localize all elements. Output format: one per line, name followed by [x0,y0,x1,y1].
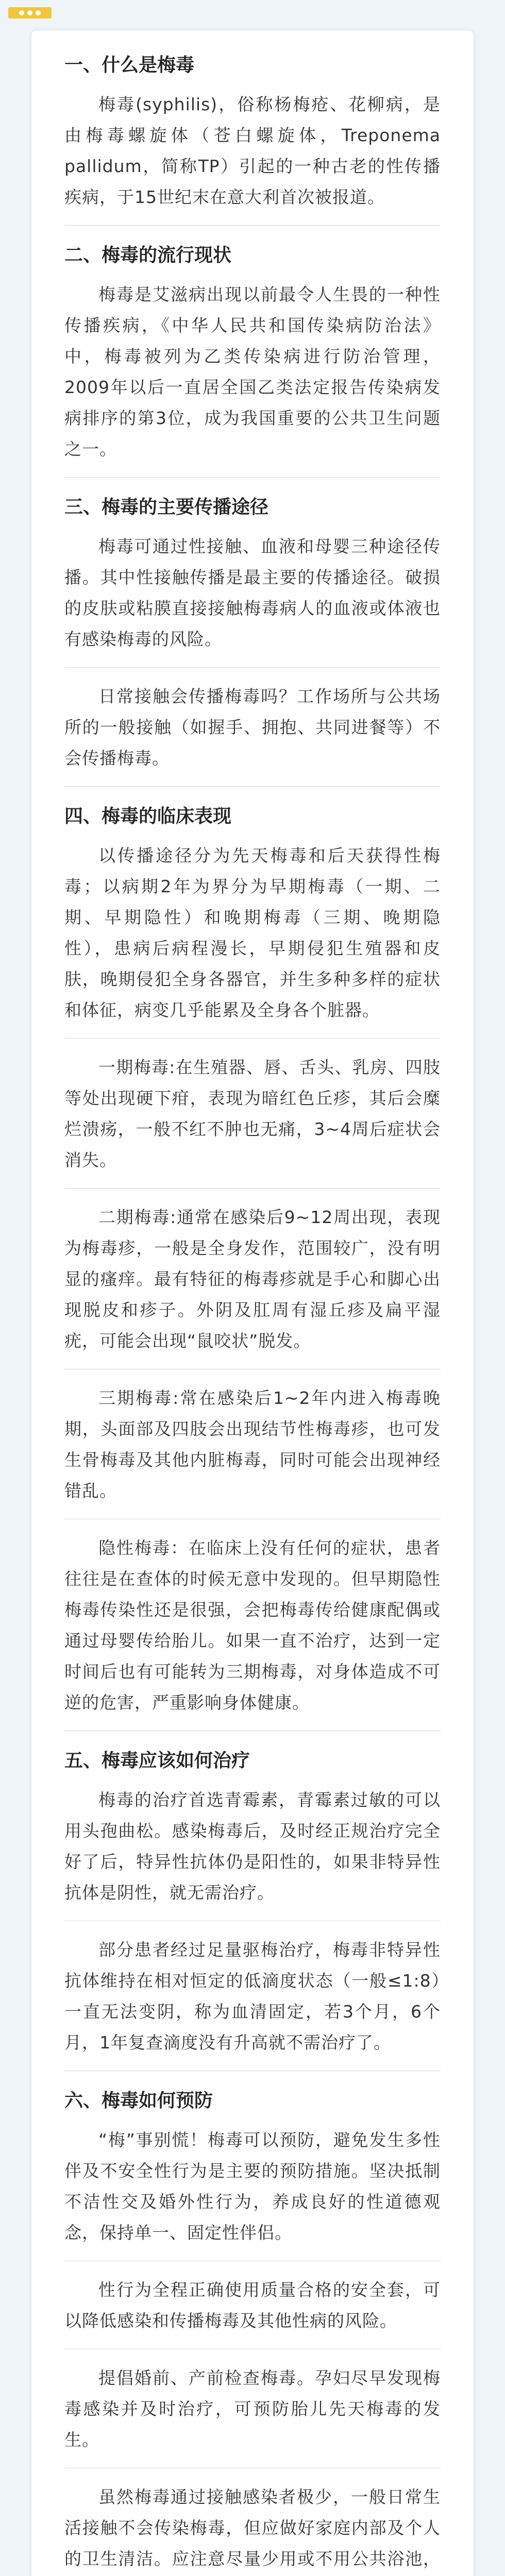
section-transmission [64,493,441,787]
section-heading: 五、梅毒应该如何治疗 [64,1750,250,1771]
dot-icon [27,10,32,15]
paragraph: 二期梅毒:通常在感染后9~12周出现，表现为梅毒疹，一般是全身发作，范围较广，没有明显的瘙痒。最有特征的梅毒疹就是手心和脚心出现脱皮和疹子。外阴及肛周有湿丘疹及扁平湿疣，可能会出现“鼠咬状”脱发。 [64,1202,441,1369]
paragraph: 性行为全程正确使用质量合格的安全套，可以降低感染和传播梅毒及其他性病的风险。 [64,2275,441,2349]
paragraph: 梅毒(syphilis)，俗称杨梅疮、花柳病，是由梅毒螺旋体（苍白螺旋体，Treponema pallidum，简称TP）引起的一种古老的性传播疾病，于15世纪末在意大利首次被报道。 [64,89,441,226]
paragraph: 日常接触会传播梅毒吗？工作场所与公共场所的一般接触（如握手、拥抱、共同进餐等）不会传播梅毒。 [64,681,441,787]
dot-icon [36,10,41,15]
paragraph: 梅毒的治疗首选青霉素，青霉素过敏的可以用头孢曲松。感染梅毒后，及时经正规治疗完全好了后，特异性抗体仍是阳性的，如果非特异性抗体是阴性，就无需治疗。 [64,1785,441,1921]
section-heading: 六、梅毒如何预防 [64,2090,213,2111]
decorative-dots-bar [8,7,52,19]
paragraph: 梅毒是艾滋病出现以前最令人生畏的一种性传播疾病，《中华人民共和国传染病防治法》中，梅毒被列为乙类传染病进行防治管理，2009年以后一直居全国乙类法定报告传染病发病排序的第3位，成为我国重要的公共卫生问题之一。 [64,279,441,478]
section-heading: 四、梅毒的临床表现 [64,806,232,827]
paragraph: 虽然梅毒通过接触感染者极少，一般日常生活接触不会传染梅毒，但应做好家庭内部及个人的卫生清洁。应注意尽量少用或不用公共浴池， [64,2482,441,2576]
section-heading: 一、什么是梅毒 [64,55,195,76]
paragraph: 提倡婚前、产前检查梅毒。孕妇尽早发现梅毒感染并及时治疗，可预防胎儿先天梅毒的发生。 [64,2363,441,2468]
paragraph: “梅”事别慌！梅毒可以预防，避免发生多性伴及不安全性行为是主要的预防措施。坚决抵制不洁性交及婚外性行为，养成良好的性道德观念，保持单一、固定性伴侣。 [64,2125,441,2261]
section-heading: 二、梅毒的流行现状 [64,245,232,266]
paragraph: 隐性梅毒：在临床上没有任何的症状，患者往往是在查体的时候无意中发现的。但早期隐性梅毒传染性还是很强，会把梅毒传给健康配偶或通过母婴传给胎儿。如果一直不治疗，达到一定时间后也有可能转为三期梅毒，对身体造成不可逆的危害，严重影响身体健康。 [64,1533,441,1731]
section-heading: 三、梅毒的主要传播途径 [64,497,269,518]
paragraph: 三期梅毒:常在感染后1~2年内进入梅毒晚期，头面部及四肢会出现结节性梅毒疹，也可发生骨梅毒及其他内脏梅毒，同时可能会出现神经错乱。 [64,1383,441,1519]
section-prevention [64,2087,441,2576]
paragraph: 一期梅毒:在生殖器、唇、舌头、乳房、四肢等处出现硬下疳，表现为暗红色丘疹，其后会糜烂溃疡，一般不红不肿也无痛，3~4周后症状会消失。 [64,1052,441,1189]
dot-icon [19,10,24,15]
paragraph: 梅毒可通过性接触、血液和母婴三种途径传播。其中性接触传播是最主要的传播途径。破损的皮肤或粘膜直接接触梅毒病人的血液或体液也有感染梅毒的风险。 [64,531,441,668]
section-treatment [64,1747,441,2071]
section-what-is-syphilis [64,51,441,226]
paragraph: 以传播途径分为先天梅毒和后天获得性梅毒；以病期2年为界分为早期梅毒（一期、二期、早期隐性）和晚期梅毒（三期、晚期隐性），患病后病程漫长，早期侵犯生殖器和皮肤，晚期侵犯全身各器官，并生多种多样的症状和体征，病变几乎能累及全身各个脏器。 [64,840,441,1039]
paragraph: 部分患者经过足量驱梅治疗，梅毒非特异性抗体维持在相对恒定的低滴度状态（一般≤1:8）一直无法变阴，称为血清固定，若3个月，6个月，1年复查滴度没有升高就不需治疗了。 [64,1935,441,2071]
article-card [31,30,474,2576]
section-clinical-features [64,802,441,1731]
section-prevalence [64,241,441,478]
